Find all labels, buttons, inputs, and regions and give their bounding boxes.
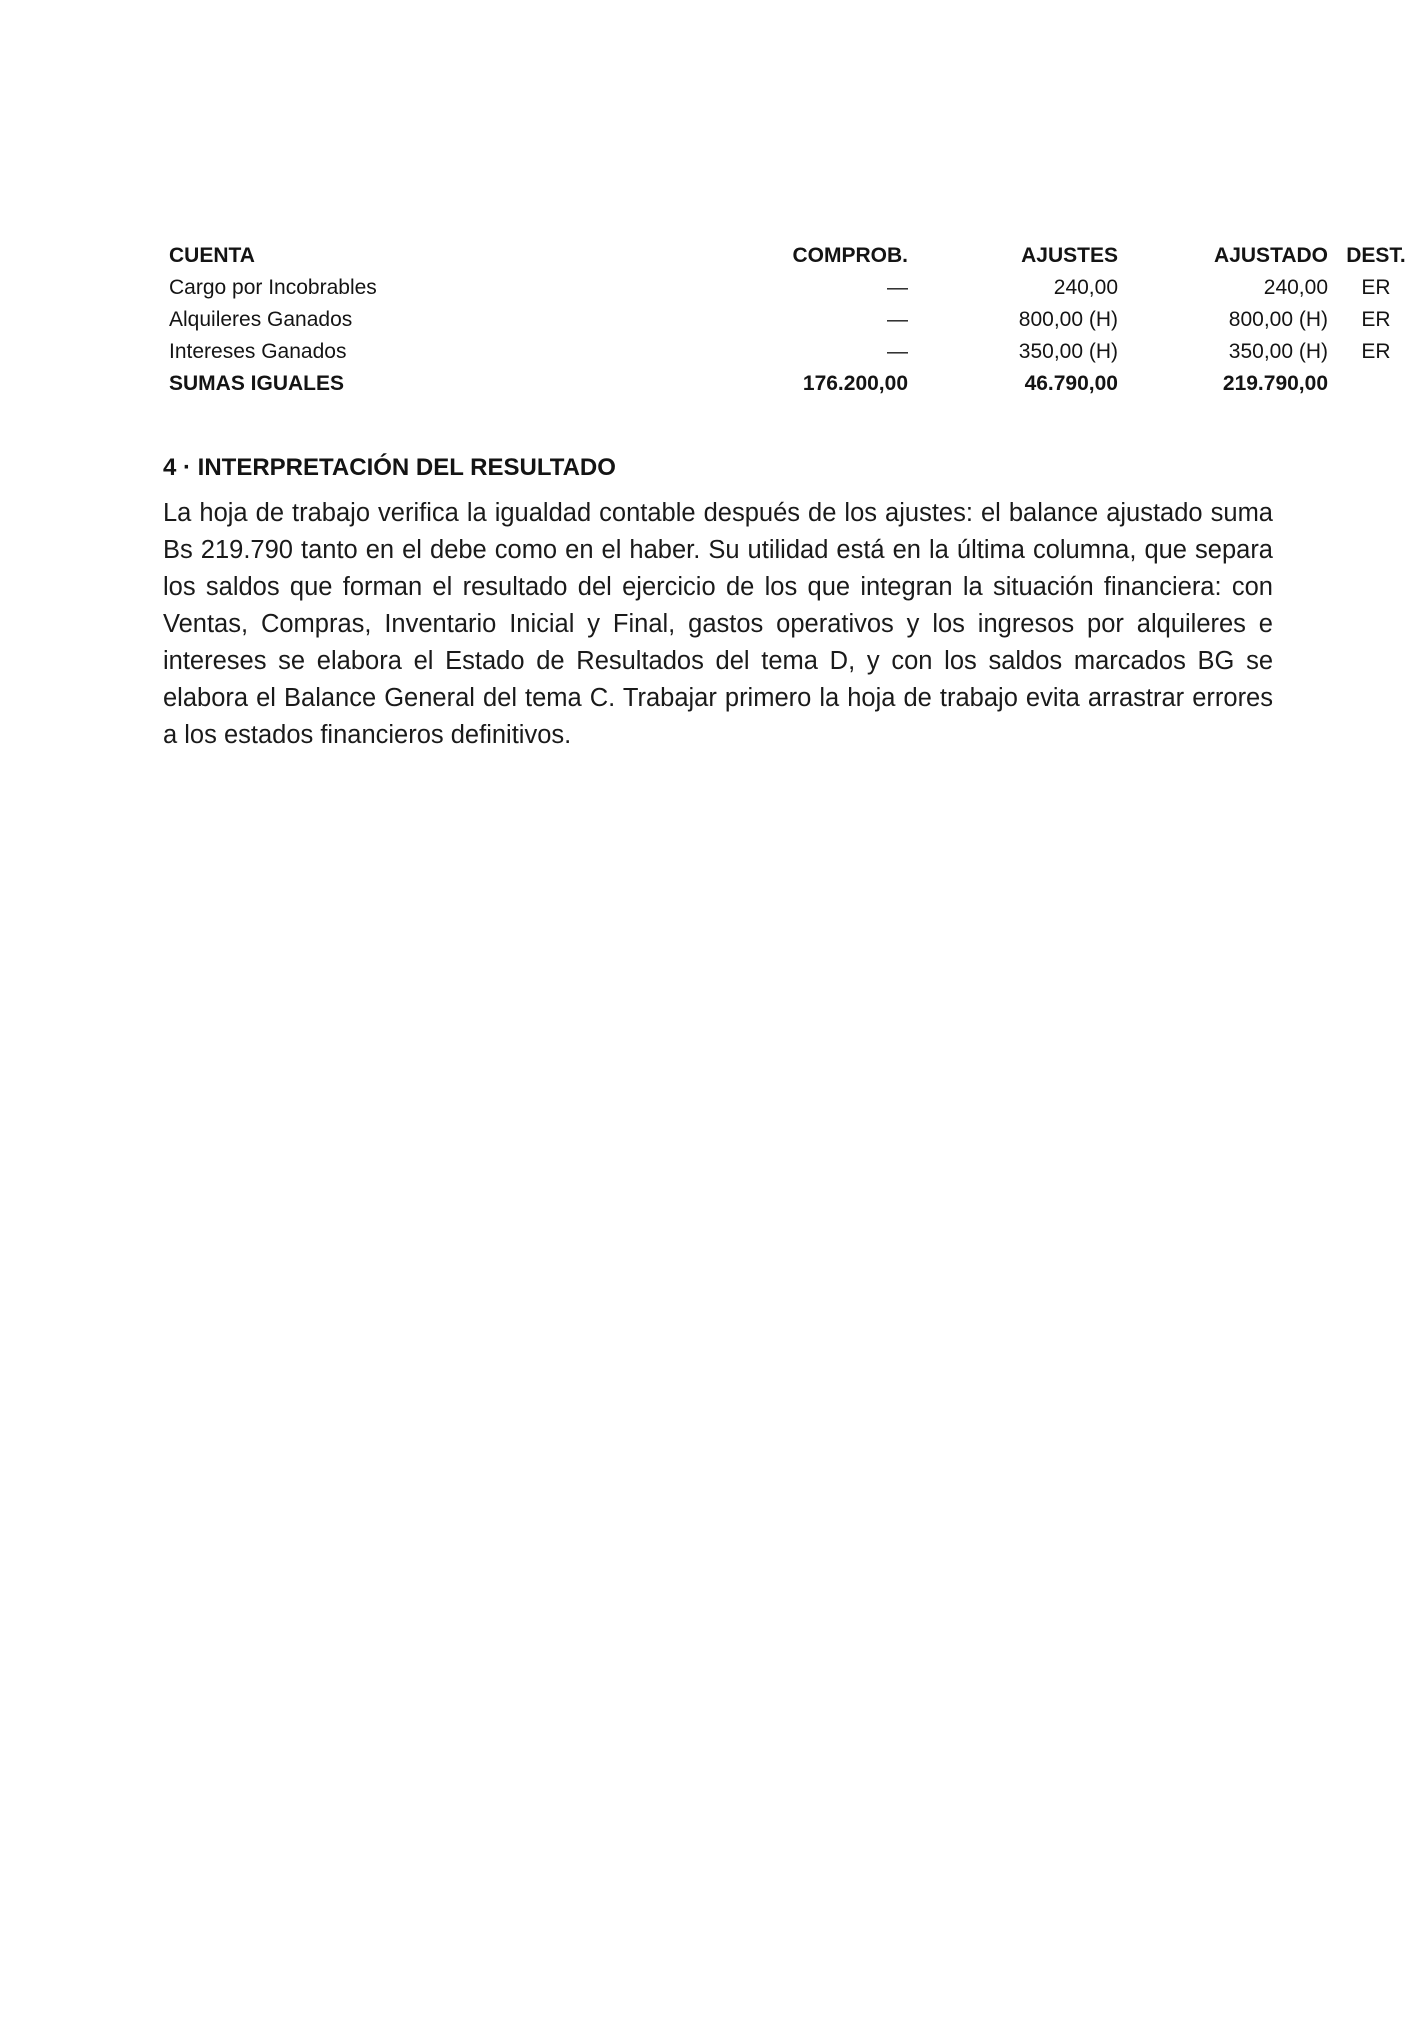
header-ajustado: AJUSTADO <box>1214 244 1328 267</box>
totals-row <box>163 368 1418 400</box>
cell-ajustado: 240,00 <box>1263 276 1328 299</box>
interpretation-paragraph: La hoja de trabajo verifica la igualdad contable después de los ajustes: el balance ajustado suma Bs 219.790 tanto en el debe como en el haber. Su utilidad está en la última columna, que separa los saldos que forman el resultado del ejercicio de los que integran la situación financiera: con Ventas, Compras, Inventario Inicial y Final, gastos operativos y los ingresos por alquileres e intereses se elabora el Estado de Resultados del tema D, y con los saldos marcados BG se elabora el Balance General del tema C. Trabajar primero la hoja de trabajo evita arrastrar errores a los estados financieros definitivos. <box>163 499 1273 749</box>
header-dest: DEST. <box>1346 244 1406 267</box>
table-row <box>163 272 1418 304</box>
cell-cuenta: Alquileres Ganados <box>169 308 353 331</box>
cell-ajustes: 240,00 <box>1053 276 1118 299</box>
cell-dest: ER <box>1361 308 1391 331</box>
table-row <box>163 304 1418 336</box>
worksheet-table <box>163 240 1418 400</box>
cell-dest: ER <box>1361 276 1391 299</box>
cell-dest: ER <box>1361 340 1391 363</box>
totals-ajustado: 219.790,00 <box>1222 372 1328 395</box>
table-header-row <box>163 240 1418 272</box>
header-comprob: COMPROB. <box>792 244 908 267</box>
totals-comprob: 176.200,00 <box>802 372 908 395</box>
cell-comprob: — <box>887 276 908 299</box>
header-ajustes: AJUSTES <box>1021 244 1118 267</box>
cell-cuenta: Intereses Ganados <box>169 340 347 363</box>
totals-ajustes: 46.790,00 <box>1024 372 1118 395</box>
cell-comprob: — <box>887 340 908 363</box>
section-heading: 4 · INTERPRETACIÓN DEL RESULTADO <box>163 454 616 481</box>
cell-cuenta: Cargo por Incobrables <box>169 276 377 299</box>
header-cuenta: CUENTA <box>169 244 255 267</box>
cell-ajustado: 350,00 (H) <box>1228 340 1328 363</box>
cell-ajustes: 800,00 (H) <box>1018 308 1118 331</box>
cell-ajustes: 350,00 (H) <box>1018 340 1118 363</box>
cell-comprob: — <box>887 308 908 331</box>
cell-ajustado: 800,00 (H) <box>1228 308 1328 331</box>
totals-dest <box>1334 368 1418 400</box>
totals-label: SUMAS IGUALES <box>169 372 345 395</box>
table-row <box>163 336 1418 368</box>
